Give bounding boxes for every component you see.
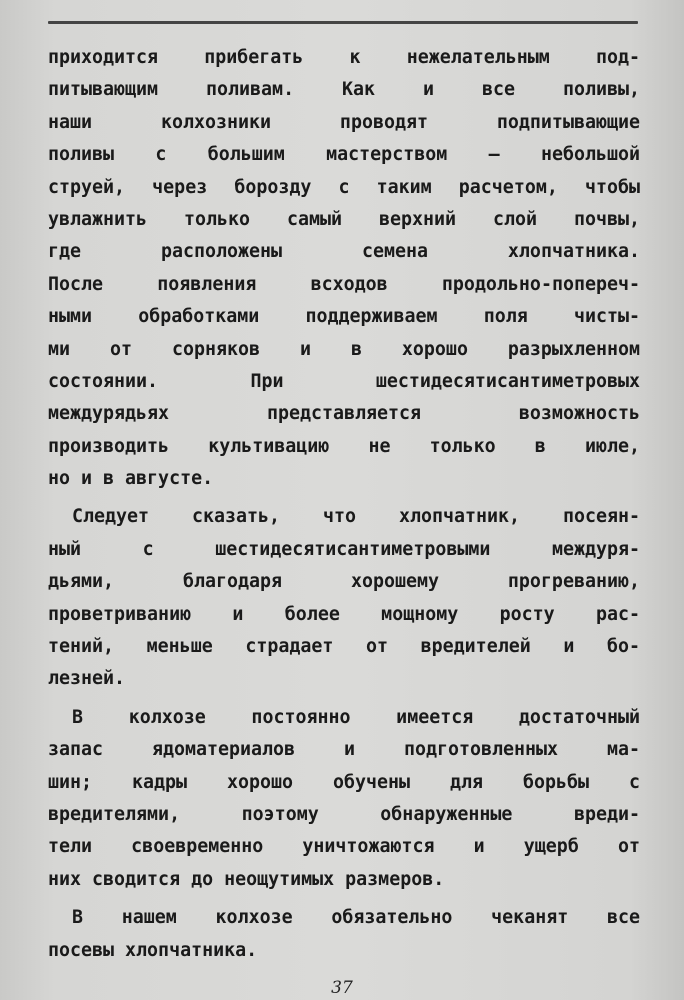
paragraph [48,702,640,896]
text-line: проветриванию и более мощному росту рас- [48,603,640,625]
header-rule [48,21,638,24]
body-text [48,42,640,967]
text-line: ными обработками поддерживаем поля чисты- [48,306,640,328]
page-number: 37 [331,978,353,998]
text-line: где расположены семена хлопчатника. [48,241,640,263]
text-line: тели своевременно уничтожаются и ущерб от [48,836,640,858]
text-line: увлажнить только самый верхний слой почвы, [48,208,640,230]
text-line: производить культивацию не только в июле, [48,435,640,457]
text-line: После появления всходов продольно-попереч- [48,273,640,295]
text-line: Следует сказать, что хлопчатник, посеян- [72,506,640,528]
text-line: струей, через борозду с таким расчетом, чтобы [48,176,640,198]
text-line: В нашем колхозе обязательно чеканят все [72,907,640,929]
paragraph [48,501,640,695]
text-line: ми от сорняков и в хорошо разрыхленном [48,338,640,360]
text-line: запас ядоматериалов и подготовленных ма- [48,739,640,761]
text-line: посевы хлопчатника. [48,939,258,961]
paragraph [48,902,640,967]
paragraph [48,42,640,495]
text-line: приходится прибегать к нежелательным под- [48,47,640,68]
text-line: них сводится до неощутимых размеров. [48,868,445,890]
text-line: междурядьях представляется возможность [48,403,640,425]
text-line: тений, меньше страдает от вредителей и бо- [48,636,640,658]
text-line: дьями, благодаря хорошему прогреванию, [48,571,640,593]
text-line: но и в августе. [48,468,214,490]
text-line: питывающим поливам. Как и все поливы, [48,79,640,101]
text-line: поливы с большим мастерством — небольшой [48,144,640,166]
text-line: состоянии. При шестидесятисантиметровых [48,370,640,392]
text-line: ный с шестидесятисантиметровыми междуря- [48,538,640,560]
text-line: шин; кадры хорошо обучены для борьбы с [48,771,640,793]
text-line: лезней. [48,668,126,690]
text-line: В колхозе постоянно имеется достаточный [72,706,640,728]
text-line: наши колхозники проводят подпитывающие [48,111,640,133]
text-line: вредителями, поэтому обнаруженные вреди- [48,803,640,825]
